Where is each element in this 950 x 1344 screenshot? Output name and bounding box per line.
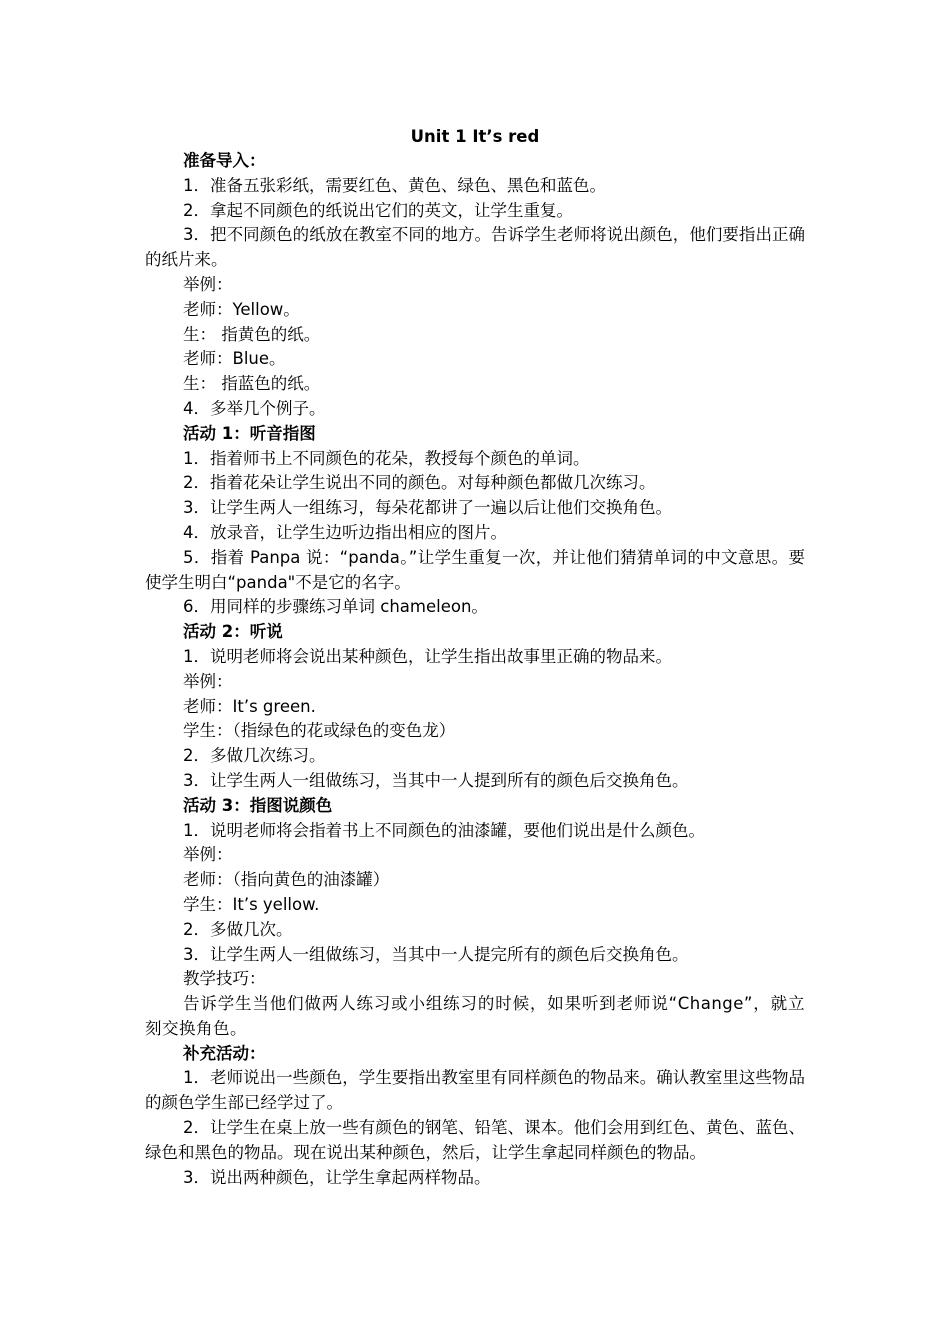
text-line: 告诉学生当他们做两人练习或小组练习的时候，如果听到老师说“Change”，就立刻交换角色。 bbox=[145, 994, 805, 1038]
text-line: 教学技巧： bbox=[183, 969, 266, 989]
text-line: 生： 指黄色的纸。 bbox=[183, 324, 321, 344]
text-line: 3．让学生两人一组做练习，当其中一人提完所有的颜色后交换角色。 bbox=[183, 944, 689, 964]
text-line: 4．放录音，让学生边听边指出相应的图片。 bbox=[183, 522, 507, 542]
text-line: 1．准备五张彩纸，需要红色、黄色、绿色、黑色和蓝色。 bbox=[183, 175, 606, 195]
text-line: 3．让学生两人一组练习，每朵花都讲了一遍以后让他们交换角色。 bbox=[183, 498, 672, 518]
text-line: 老师：（指向黄色的油漆罐） bbox=[183, 870, 390, 890]
text-line: 1．指着师书上不同颜色的花朵，教授每个颜色的单词。 bbox=[183, 448, 590, 468]
text-line: 2．多做几次练习。 bbox=[183, 746, 326, 766]
text-line: 老师：Yellow。 bbox=[183, 299, 300, 319]
text-line: 2．多做几次。 bbox=[183, 919, 293, 939]
text-line: 举例： bbox=[183, 274, 233, 294]
text-line: 4．多举几个例子。 bbox=[183, 398, 326, 418]
document-body bbox=[145, 124, 805, 1190]
section-heading: 补充活动： bbox=[183, 1043, 266, 1063]
document-title: Unit 1 It’s red bbox=[410, 127, 540, 146]
section-heading: 准备导入： bbox=[183, 151, 266, 170]
document-lines bbox=[145, 149, 805, 1190]
section-heading: 活动 1：听音指图 bbox=[183, 423, 316, 443]
text-line: 学生：（指绿色的花或绿色的变色龙） bbox=[183, 721, 456, 741]
text-line: 举例： bbox=[183, 845, 233, 865]
text-line: 6．用同样的步骤练习单词 chameleon。 bbox=[183, 597, 488, 617]
text-line: 3．把不同颜色的纸放在教室不同的地方。告诉学生老师将说出颜色，他们要指出正确的纸片来。 bbox=[145, 225, 805, 270]
text-line: 2．拿起不同颜色的纸说出它们的英文，让学生重复。 bbox=[183, 200, 573, 220]
text-line: 2．让学生在桌上放一些有颜色的钢笔、铅笔、课本。他们会用到红色、黄色、蓝色、绿色和黑色的物品。现在说出某种颜色，然后，让学生拿起同样颜色的物品。 bbox=[145, 1118, 805, 1162]
section-heading: 活动 2：听说 bbox=[183, 622, 283, 642]
text-line: 生： 指蓝色的纸。 bbox=[183, 374, 321, 394]
text-line: 1．说明老师将会指着书上不同颜色的油漆罐，要他们说出是什么颜色。 bbox=[183, 820, 705, 840]
text-line: 学生：It’s yellow. bbox=[183, 894, 320, 914]
text-line: 1．说明老师将会说出某种颜色，让学生指出故事里正确的物品来。 bbox=[183, 646, 672, 666]
text-line: 3．让学生两人一组做练习，当其中一人提到所有的颜色后交换角色。 bbox=[183, 770, 689, 790]
text-line: 举例： bbox=[183, 671, 233, 691]
section-heading: 活动 3：指图说颜色 bbox=[183, 795, 333, 815]
text-line: 2．指着花朵让学生说出不同的颜色。对每种颜色都做几次练习。 bbox=[183, 473, 656, 493]
text-line: 1．老师说出一些颜色，学生要指出教室里有同样颜色的物品来。确认教室里这些物品的颜色学生部已经学过了。 bbox=[145, 1068, 805, 1113]
text-line: 3．说出两种颜色，让学生拿起两样物品。 bbox=[183, 1167, 491, 1187]
text-line: 老师：It’s green. bbox=[183, 696, 316, 716]
text-line: 5．指着 Panpa 说：“panda。”让学生重复一次，并让他们猜猜单词的中文意思。要使学生明白“panda"不是它的名字。 bbox=[145, 547, 805, 592]
text-line: 老师：Blue。 bbox=[183, 349, 286, 369]
